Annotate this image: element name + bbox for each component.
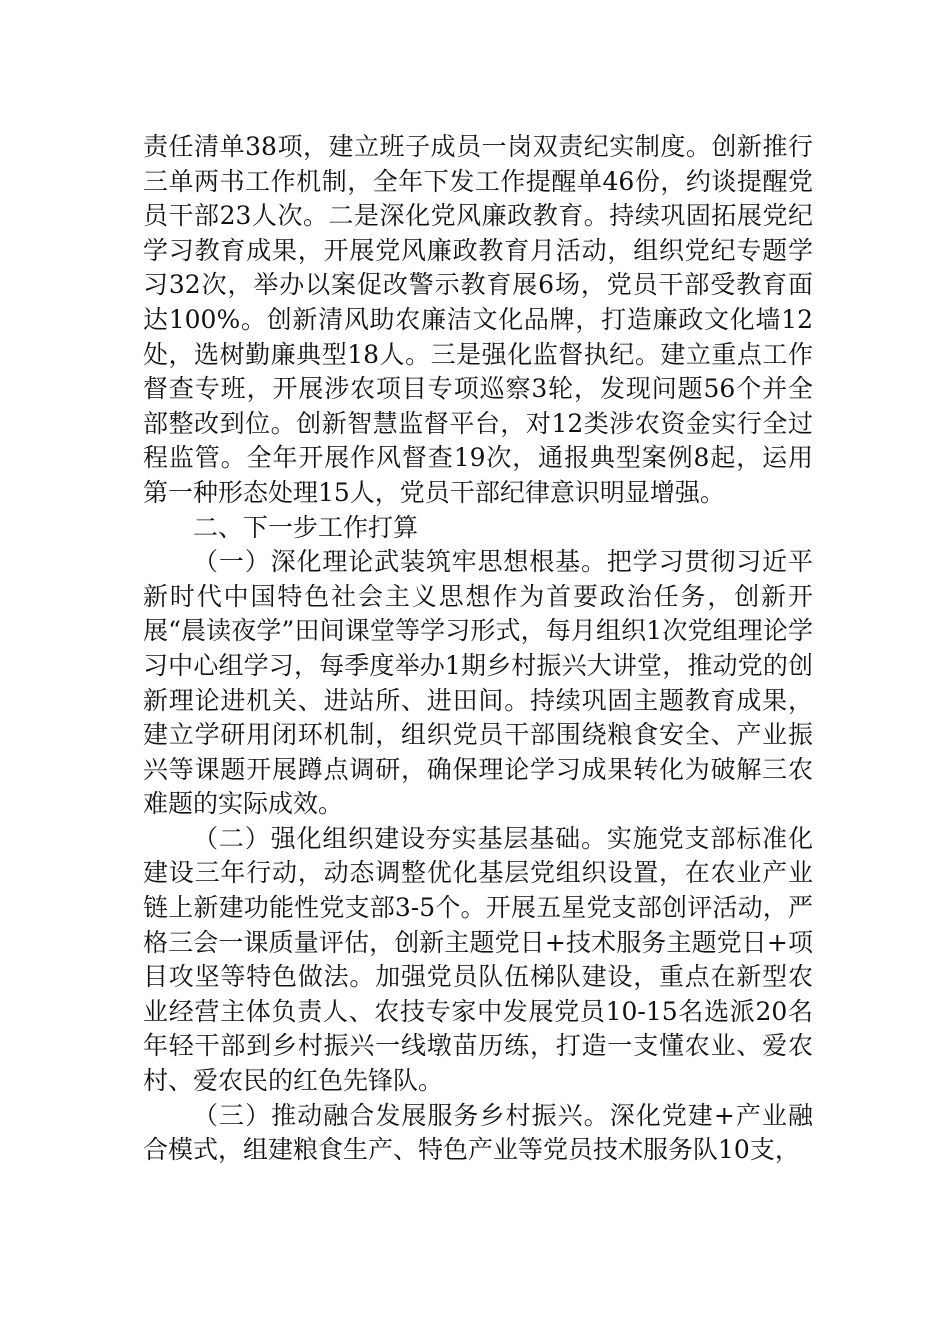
paragraph-organization-building: （二）强化组织建设夯实基层基础。实施党支部标准化建设三年行动，动态调整优化基层党组织设置，在农业产业链上新建功能性党支部3-5个。开展五星党支部创评活动，严格三会一课质量评估，创新主题党日+技术服务主题党日+项目攻坚等特色做法。加强党员队伍梯队建设，重点在新型农业经营主体负责人、农技专家中发展党员10-15名选派20名年轻干部到乡村振兴一线墩苗历练，打造一支懂农业、爱农村、爱农民的红色先锋队。 (143, 823, 813, 1096)
paragraph-theory-study: （一）深化理论武装筑牢思想根基。把学习贯彻习近平新时代中国特色社会主义思想作为首要政治任务，创新开展“晨读夜学”田间课堂等学习形式，每月组织1次党组理论学习中心组学习，每季度举办1期乡村振兴大讲堂，推动党的创新理论进机关、进站所、进田间。持续巩固主题教育成果，建立学研用闭环机制，组织党员干部围绕粮食安全、产业振兴等课题开展蹲点调研，确保理论学习成果转化为破解三农难题的实际成效。 (143, 547, 813, 819)
document-body (143, 130, 813, 1168)
paragraph-rural-revitalization: （三）推动融合发展服务乡村振兴。深化党建+产业融合模式，组建粮食生产、特色产业等党员技术服务队10支， (143, 1100, 813, 1165)
paragraph-supervision-summary: 责任清单38项，建立班子成员一岗双责纪实制度。创新推行三单两书工作机制，全年下发工作提醒单46份，约谈提醒党员干部23人次。二是深化党风廉政教育。持续巩固拓展党纪学习教育成果，开展党风廉政教育月活动，组织党纪专题学习32次，举办以案促改警示教育展6场，党员干部受教育面达100%。创新清风助农廉洁文化品牌，打造廉政文化墙12处，选树勤廉典型18人。三是强化监督执纪。建立重点工作督查专班，开展涉农项目专项巡察3轮，发现问题56个并全部整改到位。创新智慧监督平台，对12类涉农资金实行全过程监管。全年开展作风督查19次，通报典型案例8起，运用第一种形态处理15人，党员干部纪律意识明显增强。 (143, 132, 813, 507)
section-heading-next-steps: 二、下一步工作打算 (193, 512, 419, 542)
